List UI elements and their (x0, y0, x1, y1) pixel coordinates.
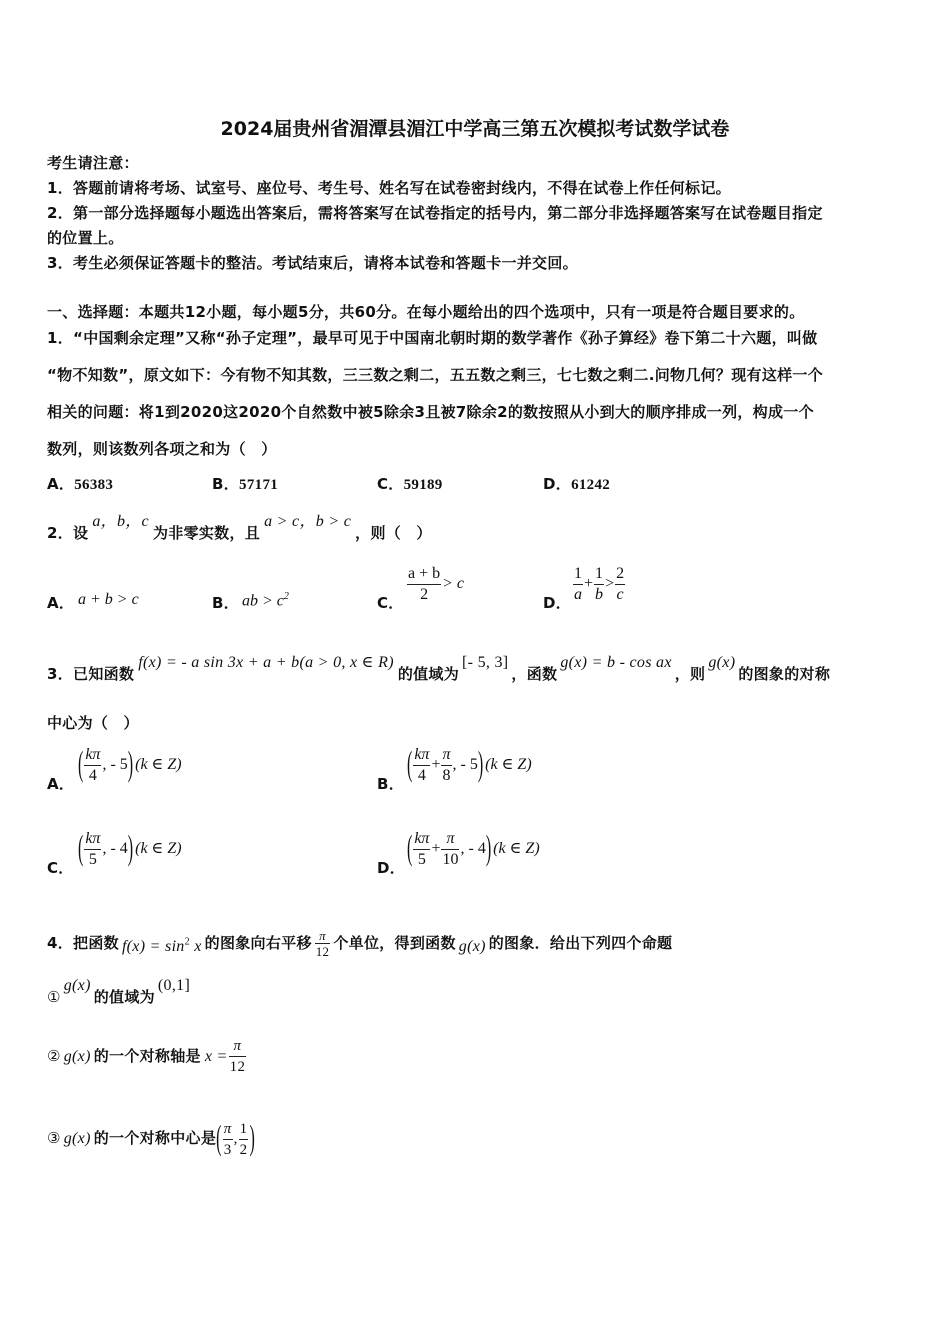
q3-option-c: ( $\frac{k\pi}{5}$ , - 4) (k ∈ Z) (78, 829, 182, 868)
section-heading: 一、选择题：本题共12小题，每小题5分，共60分。在每小题给出的四个选项中，只有一项是符合题目要求的。 (47, 303, 805, 321)
q2-stem: 2．设a，b，c为非零实数，且a > c，b > c，则（ ） (47, 513, 432, 542)
q2-option-b-label: B． (212, 594, 240, 612)
q3-stem: 3．已知函数f(x) = - a sin 3x + a + b(a > 0, x ∈ R)的值域为[- 5, 3]，函数g(x) = b - cos ax，则g(x)的图象的对称 (47, 654, 831, 683)
notice-item: 1．答题前请将考场、试室号、座位号、考生号、姓名写在试卷密封线内，不得在试卷上作任何标记。 (47, 179, 731, 197)
q1-option-b: B．57171 (212, 475, 279, 493)
notice-item: 3．考生必须保证答题卡的整洁。考试结束后，请将本试卷和答题卡一并交回。 (47, 254, 578, 272)
q3-option-c-label: C． (47, 859, 74, 877)
q2-option-c: $\frac{a + b}{2}$ > c (408, 565, 465, 603)
notice-item: 的位置上。 (47, 229, 124, 247)
q1-line: 数列，则该数列各项之和为（ ） (47, 440, 277, 458)
q3-option-a-label: A． (47, 775, 75, 793)
q3-option-d-label: D． (377, 859, 406, 877)
q3-option-b-label: B． (377, 775, 405, 793)
q3-option-b: ( $\frac{k\pi}{4}$ + $\frac{\pi}{8}$ , - 5) (k ∈ Z) (407, 745, 532, 784)
q4-statement-3: ③ g(x) 的一个对称中心是( $\frac{\pi}{3}$ , $\frac{1}{2}$ ) (47, 1119, 256, 1158)
q4-statement-1: ①g(x)的值域为(0,1] (47, 977, 191, 1006)
q3-option-a: ( $\frac{k\pi}{4}$ , - 5) (k ∈ Z) (78, 745, 182, 784)
q2-option-b: ab > $c^2$ (242, 591, 289, 610)
q2-option-c-label: C． (377, 594, 404, 612)
q4-statement-2: ② g(x) 的一个对称轴是 x = $\frac{\pi}{12}$ (47, 1038, 246, 1075)
q3-option-d: ( $\frac{k\pi}{5}$ + $\frac{\pi}{10}$ , - 4) (k ∈ Z) (407, 829, 540, 868)
notice-item: 2．第一部分选择题每小题选出答案后，需将答案写在试卷指定的括号内，第二部分非选择题答案写在试卷题目指定 (47, 204, 823, 222)
q1-line: 相关的问题：将1到2020这2020个自然数中被5除余3且被7除余2的数按照从小到大的顺序排成一列，构成一个 (47, 403, 814, 421)
q2-option-d-label: D． (543, 594, 572, 612)
q2-option-a-label: A． (47, 594, 75, 612)
q1-option-d: D．61242 (543, 475, 611, 493)
q4-stem: 4．把函数 $f(x) = \sin^2 x$ 的图象向右平移 $\frac{\pi}{12}$ 个单位，得到函数 g(x) 的图象．给出下列四个命题 (47, 928, 673, 959)
page-title: 2024届贵州省湄潭县湄江中学高三第五次模拟考试数学试卷 (220, 118, 730, 140)
q1-option-c: C．59189 (377, 475, 443, 493)
notice-heading: 考生请注意： (47, 154, 139, 172)
q1-line: 1．“中国剩余定理”又称“孙子定理”，最早可见于中国南北朝时期的数学著作《孙子算经》卷下第二十六题，叫做 (47, 329, 818, 347)
q2-option-d: $\frac{1}{a}$ + $\frac{1}{b}$ > $\frac{2}{c}$ (574, 565, 625, 603)
q1-line: “物不知数”，原文如下：今有物不知其数，三三数之剩二，五五数之剩三，七七数之剩二.问物几何？现有这样一个 (47, 366, 824, 384)
q2-option-a: a + b > c (78, 591, 139, 608)
q3-stem-line2: 中心为（ ） (47, 714, 139, 732)
q1-option-a: A．56383 (47, 475, 114, 493)
